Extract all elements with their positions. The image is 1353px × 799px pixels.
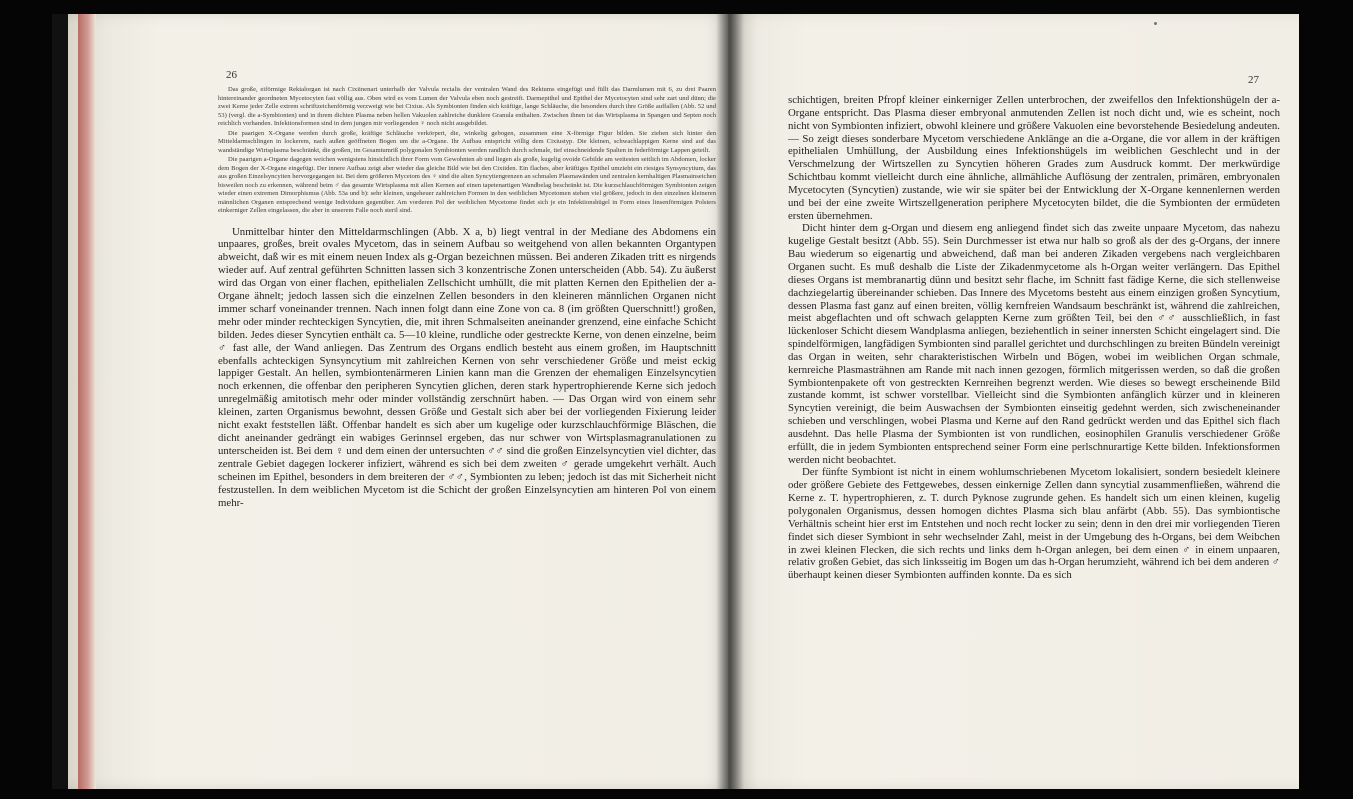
page-number-left: 26 <box>226 69 237 81</box>
page-edge <box>78 14 96 789</box>
body-paragraph: schichtigen, breiten Pfropf kleiner einkerniger Zellen unterbrochen, der zweifellos den Infektionshügeln der a-Organe entspricht. Das Plasma dieser embryonal anmutenden Zellen ist noch dicht und, wie es scheint, noch nicht von Symbionten infiziert, obwohl kleinere und größere Vakuolen eine bevorstehende Besiedelung andeuten. — So zeigt dieses sonderbare Mycetom verschiedene Anklänge an die a-Organe, die vor allem in der kräftigen epithelialen Umhüllung, der Ausbildung eines Infektionshügels im weiblichen Geschlecht und in der Verschmelzung der Wirtszellen zu Syncytien höheren Grades zum Ausdruck kommt. Der merkwürdige Schichtbau kommt vielleicht durch eine ähnliche, allmähliche Auflösung der zentralen, primären, embryonalen Mycetocyten (Syncytien) zustande, wie wir sie später bei der Entwicklung der X-Organe kennenlernen werden und bei der eine zweite Wirtszellgeneration periphere Mycetocyten bildet, die die Symbionten der ermüdeten ersten übernehmen. <box>788 94 1280 222</box>
body-paragraph: Unmittelbar hinter den Mitteldarmschlingen (Abb. X a, b) liegt ventral in der Mediane des Abdomens ein unpaares, großes, breit ovales Mycetom, das in seinem Aufbau so weitgehend von allen bekannten Organtypen abweicht, daß wir es mit einem neuen Index als g-Organ bezeichnen müssen. Bei anderen Zikaden tritt es nirgends wieder auf. Auf zentral geführten Schnitten lassen sich 3 konzentrische Zonen unterscheiden (Abb. 54). Zu äußerst wird das Organ von einer flachen, epithelialen Zellschicht umhüllt, die mit platten Kernen den Epithelien der a-Organe ähnelt; jedoch lassen sich die einzelnen Zellen besonders in den kleineren männlichen Organen nicht immer scharf voneinander trennen. Nach innen folgt dann eine Zone von ca. 8 (im größten Querschnitt!) großen, mehr oder minder rechteckigen Syncytien, die, mit ihren Schmalseiten aneinander grenzend, eine einfache Schicht bilden. Jedes dieser Syncytien enthält ca. 5—10 kleine, rundliche oder gestreckte Kerne, von denen einzelne, beim ♂ fast alle, der Wand anliegen. Das Zentrum des Organs endlich besteht aus einem großen, im Hauptschnitt ebenfalls achteckigen Synsyncytium mit zahlreichen Kernen von sehr verschiedener Größe und meist eckig lappiger Gestalt. An hellen, symbiontenärmeren Linien kann man die Grenzen der ehemaligen Einzelsyncytien noch erkennen, die offenbar den peripheren Syncytien glichen, deren stark hypertrophierende Kerne sich jedoch unregelmäßig amitotisch mehr oder minder vollständig zerschnürt haben. — Das Organ wird von einem sehr kleinen, zarten Organismus bewohnt, dessen Größe und Gestalt sich aber bei der vorliegenden Fixierung leider nicht exakt feststellen läßt. Offenbar handelt es sich aber um kugelige oder kurzschlauchförmige Bläschen, die dicht aneinander gedrängt ein wabiges Gerinnsel ergeben, das nur schwer von Wirtsplasmagranulationen zu unterscheiden ist. Bei dem ♀ und dem einen der untersuchten ♂♂ sind die großen Einzelsyncytien viel dichter, das zentrale Gebiet dagegen lockerer infiziert, während es sich bei dem zweiten ♂ gerade umgekehrt verhält. Auch scheinen im Epithel, besonders in dem breiteren der ♂♂, Symbionten zu leben; jedoch ist das mit Sicherheit nicht festzustellen. In dem weiblichen Mycetom ist die Schicht der großen Einzelsyncytien am hinteren Pol von einem mehr- <box>218 225 716 509</box>
right-text-column <box>788 94 1280 582</box>
book-spread <box>52 14 1299 789</box>
speck <box>1154 22 1157 25</box>
small-paragraph: Die paarigen X-Organe werden durch große, kräftige Schläuche verkörpert, die, winkelig gebogen, zusammen eine X-förmige Figur bilden. Sie ziehen sich hinter den Mitteldarmschlingen in lockerem, nach außen geöffneten Bogen um die a-Organe. Ihr Aufbau entspricht völlig dem Cixiustyp. Die kleinen, schwachlappigen Kerne sind auf das wandständige Wirtsplasma beschränkt, die großen, im Gesamtumriß polygonalen Symbionten werden randlich durch schmale, tief einschneidende Spalten in federförmige Lappen geteilt. <box>218 129 716 154</box>
left-page <box>68 14 734 789</box>
left-text-column <box>218 86 716 509</box>
body-paragraph: Dicht hinter dem g-Organ und diesem eng anliegend findet sich das zweite unpaare Mycetom, das nahezu kugelige Gestalt besitzt (Abb. 55). Sein Durchmesser ist etwa nur halb so groß als der des g-Organs, der innere Bau wiederum so eigenartig und abweichend, daß man bei anderen Zikaden vergebens nach vergleichbaren Organen sucht. Es muß deshalb die Liste der Zikadenmycetome als h-Organ weiter verlängern. Das Epithel dieses Organs ist membranartig dünn und besitzt sehr flache, im Schnitt fast fädige Kerne, die sich stellenweise dachziegelartig übereinander schieben. Das Innere des Mycetoms besteht aus einem einzigen großen Syncytium, dessen Plasma fast ganz auf einen breiten, völlig kernfreien Wandsaum beschränkt ist, während die zahlreichen, meist abgeflachten und oft schwach gelappten Kerne zum größten Teil, bei den ♂♂ ausschließlich, in fast lückenloser Schicht diesem Wandplasma anliegen, beziehentlich in seiner innersten Schicht eingelagert sind. Die spindelförmigen, langfädigen Symbionten sind parallel gerichtet und durchschlingen zu breiten Bündeln vereinigt das Organ in weiten, sehr charakteristischen Wirbeln und Bögen, wobei im weiblichen Organ schmale, kernreiche Plasmasträhnen am Rande mit nach innen gezogen, förmlich mitgerissen werden, so daß die großen Symbiontenpakete oft von gestreckten Kernreihen begrenzt werden. Wie dieses so bewegt erscheinende Bild zustande kommt, ist schwer vorstellbar. Vielleicht sind die Symbionten anfänglich kürzer und in kleineren Syncytien vereinigt, die beim Auswachsen der Symbionten einseitig gedehnt werden, sich zwischeneinander schieben und verschlingen, wobei Plasma und Kerne auf den Rand gedrückt werden und das Epithel sich flach ausdehnt. Das helle Plasma der Symbionten ist von rundlichen, eosinophilen Granulis verschiedener Größe erfüllt, die in jedem Symbionten entsprechend seiner Form eine perlschnurartige Kette bilden. Infektionsformen werden nicht beobachtet. <box>788 222 1280 466</box>
body-paragraph: Der fünfte Symbiont ist nicht in einem wohlumschriebenen Mycetom lokalisiert, sondern besiedelt kleinere oder größere Gebiete des Fettgewebes, dessen einkernige Zellen dann syncytial zusammenfließen, während die Kerne z. T. hypertrophieren, z. T. durch Pyknose zugrunde gehen. Es handelt sich um einen kleinen, kugelig polygonalen Organismus, dessen homogen dichtes Plasma sich blau anfärbt (Abb. 55). Das symbiontische Verhältnis scheint hier erst im Entstehen und noch recht locker zu sein; denn in den drei mir vorliegenden Tieren findet sich dieser Symbiont in sehr wechselnder Zahl, meist in der Umgebung des h-Organs, bei dem Weibchen in zwei kleinen Flecken, die sich rechts und links dem h-Organ anlegen, bei dem einen ♂ in einem unpaaren, relativ großen Gebiet, das sich linksseitig im Bogen um das h-Organ herumzieht, während ich bei dem anderen ♂ überhaupt keinen dieser Symbionten auffinden konnte. Da es sich <box>788 466 1280 582</box>
small-paragraph: Das große, eiförmige Rektalorgan ist nach Cixiinenart unterhalb der Valvula rectalis der ventralen Wand des Rektums eingefügt und füllt das Darmlumen mit 6, zu drei Paaren hintereinander geordneten Mycetocyten fast völlig aus. Oben wird es vom Lumen der Valvula eben noch gestreift. Darmepithel und Epithel der Mycetocyten sind sehr zart und dünn; die zwei Kerne jeder Zelle extrem schriftzeichenförmig verzweigt wie bei Cixius. Als Symbionten finden sich kräftige, lange Schläuche, die besonders durch ihre Größe auffallen (Abb. 52 und 53) (vergl. die a-Symbionten) und in ihrem dichten Plasma neben hellen Vakuolen zahlreiche dunklere Granula enthalten. Zwischen ihnen ist das Wirtsplasma in Spangen und Septen noch reichlich vorhanden. Infektionsformen sind in dem jungen mir vorliegenden ♀ noch nicht ausgebildet. <box>218 86 716 127</box>
book-gutter <box>716 14 744 789</box>
page-number-right: 27 <box>1248 74 1259 86</box>
small-paragraph: Die paarigen a-Organe dagegen weichen wenigstens hinsichtlich ihrer Form vom Gewohnten ab und liegen als große, kugelig ovoide Gebilde am weitesten seitlich im Abdomen, locker dem Bogen der X-Organe eingefügt. Der innere Aufbau zeigt aber wieder das gleiche Bild wie bei den Cixiiden. Ein flaches, aber kräftiges Epithel umzieht ein riesiges Synsyncytium, das aus großen Einzelsyncytien hervorgegangen ist. Bei dem größeren Mycetom des ♀ sind die alten Syncytiengrenzen an schmalen Plasmawänden und zentralen kernhaltigen Plasmainseichen bisweilen noch zu erkennen, während beim ♂ das gesamte Wirtsplasma mit allen Kernen auf einen tapetenartigen Wandbelag beschränkt ist. Die kurzschlauchförmigen Symbionten zeigen wieder einen extremen Dimorphismus (Abb. 53a und b): sehr kleinen, ungeheuer zahlreichen Formen in den weiblichen Mycetomen stehen viel größere, jedoch in den einzelnen kleineren männlichen Organen entsprechend wenige Individuen gegenüber. Am vorderen Pol der weiblichen Mycetome findet sich je ein Infektionshügel in Form eines linsenförmigen Polsters einkerniger Zellen eingelassen, die aber in unserem Falle noch steril sind. <box>218 156 716 214</box>
right-page <box>728 14 1299 789</box>
